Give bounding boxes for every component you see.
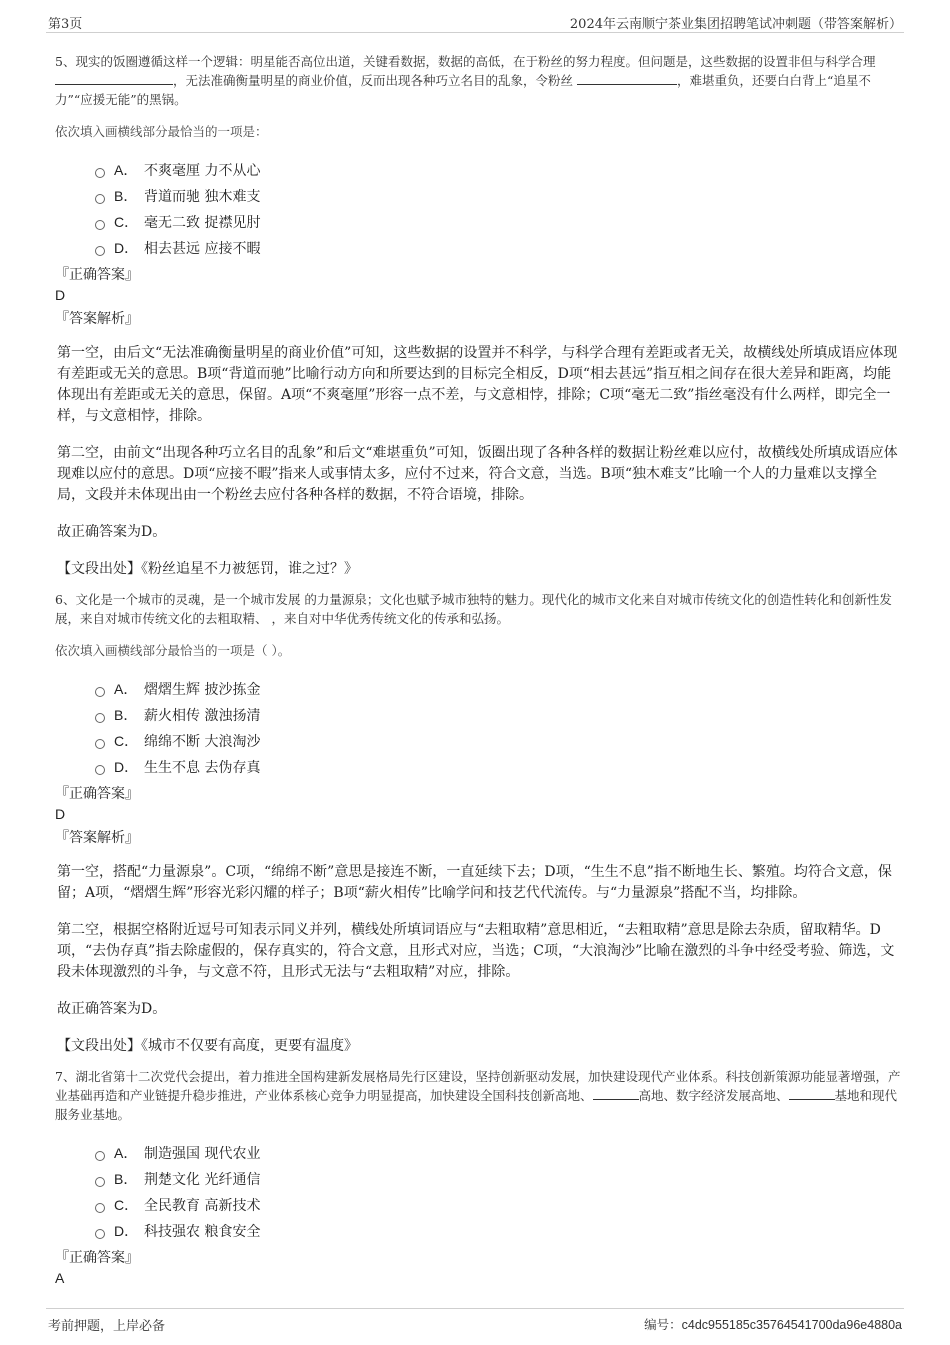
document-code: 编号：c4dc955185c35764541700da96e4880a bbox=[644, 1318, 902, 1332]
footer-note: 考前押题，上岸必备 bbox=[48, 1319, 166, 1334]
radio-icon[interactable] bbox=[95, 687, 105, 697]
radio-icon[interactable] bbox=[95, 168, 105, 178]
fill-blank bbox=[593, 1087, 639, 1100]
page-header bbox=[46, 10, 904, 33]
page-number: 第3页 bbox=[48, 17, 83, 32]
option-d[interactable]: D． 相去甚远 应接不暇 bbox=[95, 235, 905, 261]
option-a[interactable]: A． 不爽毫厘 力不从心 bbox=[95, 157, 905, 183]
correct-answer-label: 『正确答案』 bbox=[55, 267, 139, 283]
analysis-conclusion: 故正确答案为D。 bbox=[57, 1001, 167, 1017]
radio-icon[interactable] bbox=[95, 713, 105, 723]
option-list bbox=[95, 1140, 905, 1244]
analysis-paragraph: 第一空，由后文“无法准确衡量明星的商业价值”可知，这些数据的设置并不科学，与科学合理有差距或者无关，故横线处所填成语应体现有差距或无关的意思。B项“背道而驰”比喻行动方向和所要达到的目标完全相反，D项“相去甚远”指互相之间存在很大差异和距离，均能体现出有差距或无关的意思，保留。A项“不爽毫厘”形容一点不差，与文意相悖，排除；C项“毫无二致”指丝毫没有什么两样，即完全一样，与文意相悖，排除。 bbox=[57, 345, 898, 424]
radio-icon[interactable] bbox=[95, 739, 105, 749]
option-a[interactable]: A． 熠熠生辉 披沙拣金 bbox=[95, 676, 905, 702]
fill-blank bbox=[55, 72, 173, 85]
option-list bbox=[95, 676, 905, 780]
analysis-paragraph: 第二空，根据空格附近逗号可知表示同义并列，横线处所填词语应与“去粗取精”意思相近，“去粗取精”意思是除去杂质，留取精华。D项，“去伪存真”指去除虚假的，保存真实的，符合文意，且形式对应，当选；C项，“大浪淘沙”比喻在激烈的斗争中经受考验、筛选，文段未体现激烈的斗争，与文意不符，且形式无法与“去粗取精”对应，排除。 bbox=[57, 922, 895, 980]
document-body bbox=[55, 52, 905, 1288]
correct-answer: A bbox=[55, 1270, 65, 1286]
page-footer bbox=[46, 1308, 904, 1335]
question-stem: 5、现实的饭圈遵循这样一个逻辑：明星能否高位出道，关键看数据，数据的高低，在于粉丝的努力程度。但问题是，这些数据的设置非但与科学合理 ，无法准确衡量明星的商业价值，反而出现各种巧立名目的乱象，令粉丝 ，难堪重负，还要白白背上“追星不力”“应援无能”的黑锅。 bbox=[55, 54, 876, 107]
radio-icon[interactable] bbox=[95, 1229, 105, 1239]
correct-answer-label: 『正确答案』 bbox=[55, 1250, 139, 1266]
radio-icon[interactable] bbox=[95, 194, 105, 204]
question-prompt: 依次填入画横线部分最恰当的一项是： bbox=[55, 124, 268, 139]
option-a[interactable]: A． 制造强国 现代农业 bbox=[95, 1140, 905, 1166]
source-citation: 【文段出处】《粉丝追星不力被惩罚，谁之过？》 bbox=[57, 561, 358, 577]
option-list bbox=[95, 157, 905, 261]
option-d[interactable]: D． 科技强农 粮食安全 bbox=[95, 1218, 905, 1244]
correct-answer: D bbox=[55, 287, 66, 303]
question-7 bbox=[55, 1067, 905, 1288]
question-6 bbox=[55, 590, 905, 1057]
radio-icon[interactable] bbox=[95, 1151, 105, 1161]
question-5 bbox=[55, 52, 905, 580]
analysis-label: 『答案解析』 bbox=[55, 830, 139, 846]
option-c[interactable]: C． 绵绵不断 大浪淘沙 bbox=[95, 728, 905, 754]
source-citation: 【文段出处】《城市不仅要有高度，更要有温度》 bbox=[57, 1038, 358, 1054]
question-stem: 6、文化是一个城市的灵魂，是一个城市发展 的力量源泉；文化也赋予城市独特的魅力。现代化的城市文化来自对城市传统文化的创造性转化和创新性发展，来自对城市传统文化的去粗取精、 ，来自对中华优秀传统文化的传承和弘扬。 bbox=[55, 592, 892, 626]
radio-icon[interactable] bbox=[95, 1177, 105, 1187]
question-prompt: 依次填入画横线部分最恰当的一项是（ ）。 bbox=[55, 643, 291, 658]
option-d[interactable]: D． 生生不息 去伪存真 bbox=[95, 754, 905, 780]
fill-blank bbox=[789, 1087, 835, 1100]
analysis-conclusion: 故正确答案为D。 bbox=[57, 524, 167, 540]
option-c[interactable]: C． 毫无二致 捉襟见肘 bbox=[95, 209, 905, 235]
radio-icon[interactable] bbox=[95, 765, 105, 775]
analysis-label: 『答案解析』 bbox=[55, 311, 139, 327]
radio-icon[interactable] bbox=[95, 220, 105, 230]
option-c[interactable]: C． 全民教育 高新技术 bbox=[95, 1192, 905, 1218]
document-title: 2024年云南顺宁茶业集团招聘笔试冲刺题（带答案解析） bbox=[569, 17, 902, 32]
question-stem: 7、湖北省第十二次党代会提出，着力推进全国构建新发展格局先行区建设，坚持创新驱动发展，加快建设现代产业体系。科技创新策源功能显著增强，产业基础再造和产业链提升稳步推进，产业体系核心竞争力明显提高，加快建设全国科技创新高地、 高地、数字经济发展高地、 基地和现代服务业基地。 bbox=[55, 1069, 901, 1122]
analysis-paragraph: 第一空，搭配“力量源泉”。C项，“绵绵不断”意思是接连不断，一直延续下去；D项，“生生不息”指不断地生长、繁殖。均符合文意，保留；A项，“熠熠生辉”形容光彩闪耀的样子；B项“薪火相传”比喻学问和技艺代代流传。与“力量源泉”搭配不当，均排除。 bbox=[57, 864, 892, 901]
correct-answer: D bbox=[55, 806, 66, 822]
radio-icon[interactable] bbox=[95, 246, 105, 256]
option-b[interactable]: B． 荆楚文化 光纤通信 bbox=[95, 1166, 905, 1192]
analysis-paragraph: 第二空，由前文“出现各种巧立名目的乱象”和后文“难堪重负”可知，饭圈出现了各种各样的数据让粉丝难以应付，故横线处所填成语应体现难以应付的意思。D项“应接不暇”指来人或事情太多，应付不过来，符合文意，当选。B项“独木难支”比喻一个人的力量难以支撑全局，文段并未体现出由一个粉丝去应付各种各样的数据，不符合语境，排除。 bbox=[57, 445, 898, 503]
fill-blank bbox=[577, 72, 677, 85]
option-b[interactable]: B． 背道而驰 独木难支 bbox=[95, 183, 905, 209]
option-b[interactable]: B． 薪火相传 激浊扬清 bbox=[95, 702, 905, 728]
radio-icon[interactable] bbox=[95, 1203, 105, 1213]
correct-answer-label: 『正确答案』 bbox=[55, 786, 139, 802]
